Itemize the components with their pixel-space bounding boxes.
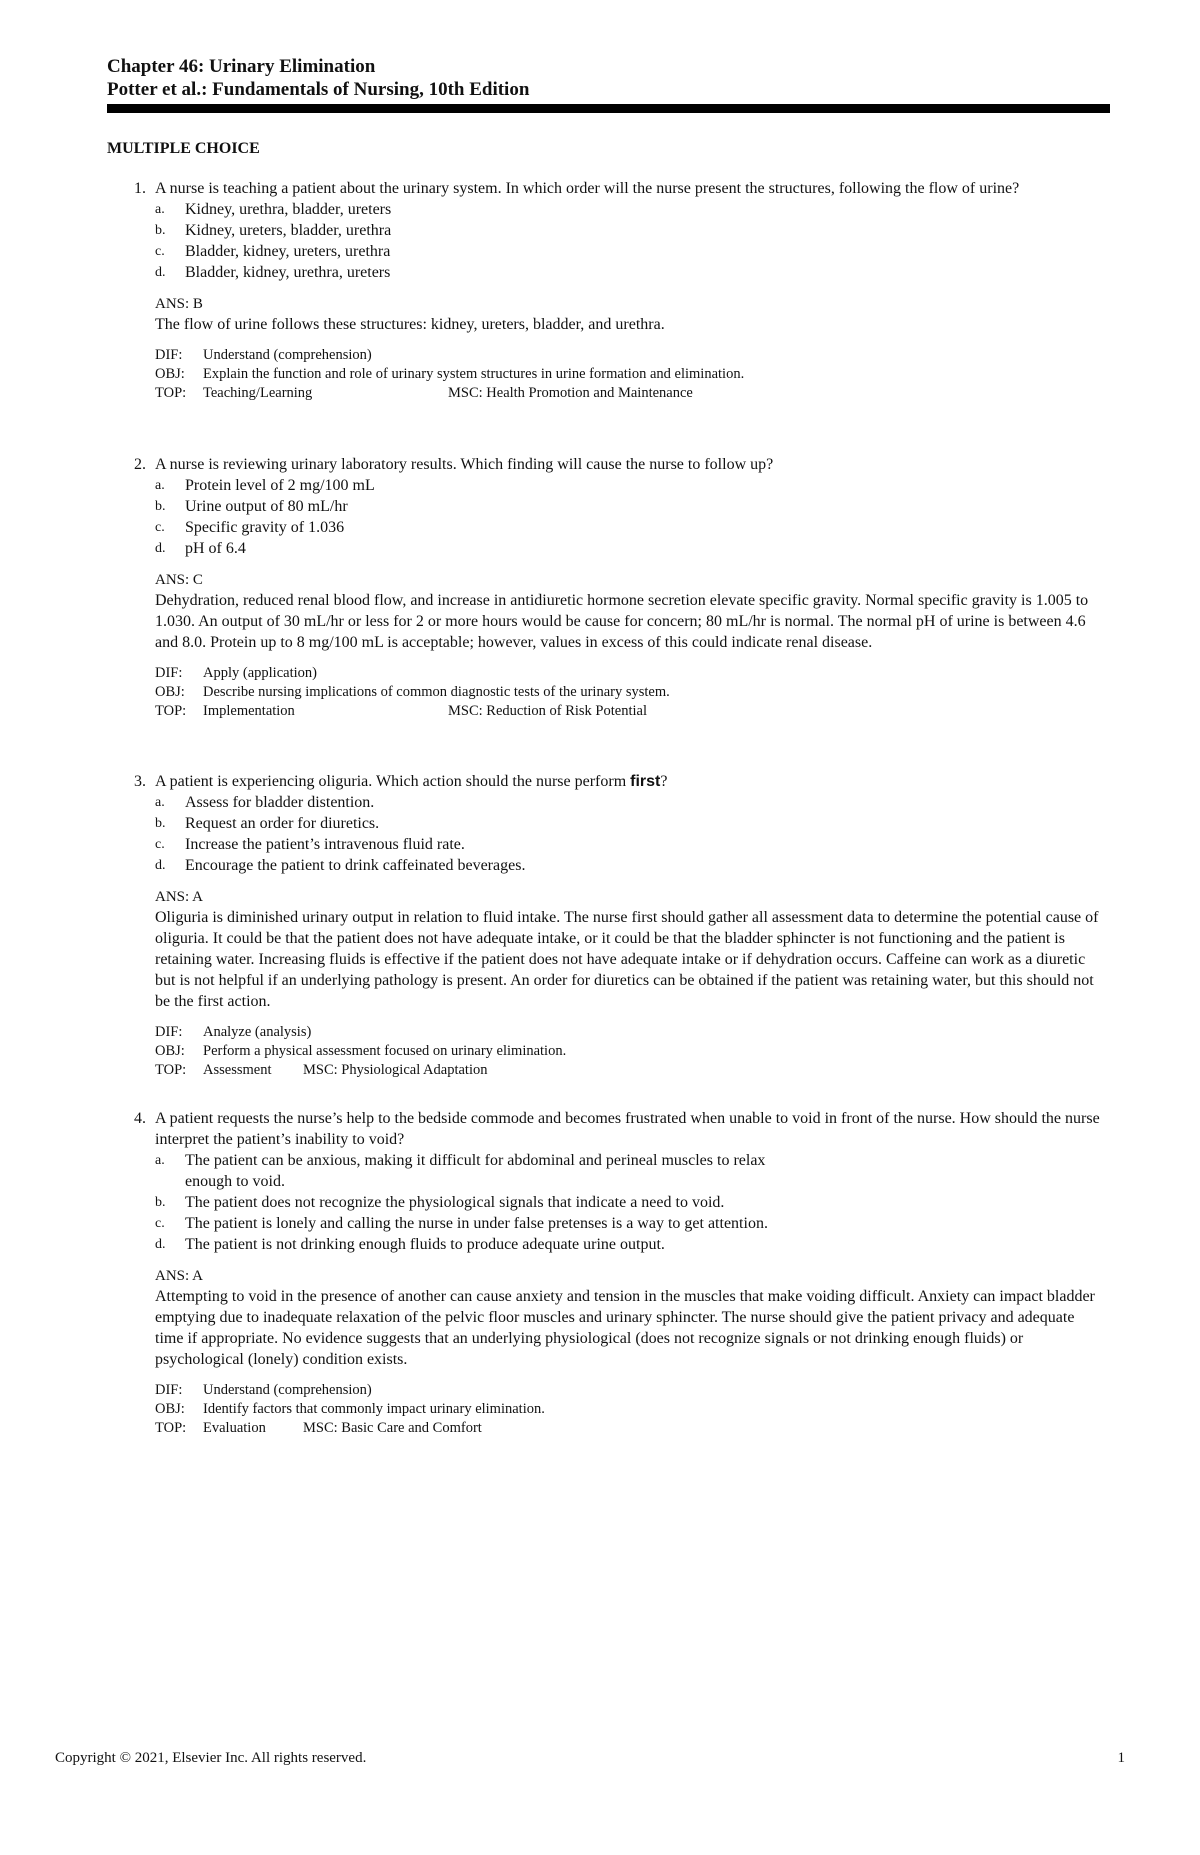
dif-key: DIF: (155, 347, 183, 363)
option-d (0, 855, 1200, 876)
rationale: Dehydration, reduced renal blood flow, and increase in antidiuretic hormone secretion elevate specific gravity. Normal specific gravity is 1.005 to 1.030. An output of 30 mL/hr or less for 2 or more hours would be cause for concern; 80 mL/hr is normal. The normal pH of urine is between 4.6 and 8.0. Protein up to 8 mg/100 mL is acceptable; however, values in excess of this could indicate renal disease. (155, 592, 1089, 651)
option-c (0, 241, 1200, 262)
answer-label: ANS: A (155, 889, 203, 905)
top-value: Evaluation (203, 1420, 266, 1436)
question-3 (0, 771, 1200, 1080)
option-text: Bladder, kidney, urethra, ureters (185, 264, 391, 281)
option-letter: c. (155, 837, 165, 852)
option-a (0, 1150, 1200, 1192)
dif-value: Apply (application) (203, 665, 317, 681)
option-letter: c. (155, 520, 165, 535)
option-letter: b. (155, 499, 166, 514)
option-text: Kidney, urethra, bladder, ureters (185, 201, 392, 218)
obj-key: OBJ: (155, 1401, 185, 1417)
options-list (0, 199, 1200, 283)
option-c (0, 1213, 1200, 1234)
question-text (155, 771, 1105, 792)
top-key: TOP: (155, 1062, 187, 1078)
question-text: A patient requests the nurse’s help to the bedside commode and becomes frustrated when unable to void in front of the nurse. How should the nurse interpret the patient’s inability to void? (155, 1110, 1100, 1148)
top-value: Implementation (203, 703, 295, 719)
rationale: Attempting to void in the presence of another can cause anxiety and tension in the muscles that make voiding difficult. Anxiety can impact bladder emptying due to inadequate relaxation of the pelvic floor muscles and urinary sphincter. The nurse should give the patient privacy and adequate time if appropriate. No evidence suggests that an underlying physiological (does not recognize signals or not drinking enough fluids) or psychological (lonely) condition exists. (155, 1288, 1095, 1368)
page-header (107, 55, 1110, 113)
option-text: The patient can be anxious, making it difficult for abdominal and perineal muscles to relax enough to void. (185, 1152, 766, 1190)
question-metadata (155, 1381, 1200, 1438)
msc-value: MSC: Physiological Adaptation (303, 1062, 488, 1078)
options-list (0, 475, 1200, 559)
option-letter: b. (155, 223, 166, 238)
option-letter: b. (155, 816, 166, 831)
obj-value: Identify factors that commonly impact urinary elimination. (203, 1401, 545, 1417)
dif-value: Understand (comprehension) (203, 1382, 372, 1398)
question-number: 1. (134, 180, 146, 197)
question-stem (0, 454, 1200, 475)
obj-value: Describe nursing implications of common diagnostic tests of the urinary system. (203, 684, 670, 700)
obj-key: OBJ: (155, 1043, 185, 1059)
options-list (0, 792, 1200, 876)
option-a (0, 475, 1200, 496)
question-number: 2. (134, 456, 146, 473)
stem-emphasis: first (630, 773, 661, 790)
msc-value: MSC: Health Promotion and Maintenance (448, 385, 693, 401)
option-text: Assess for bladder distention. (185, 794, 375, 811)
option-text: Request an order for diuretics. (185, 815, 380, 832)
option-letter: a. (155, 202, 165, 217)
option-text: Increase the patient’s intravenous fluid rate. (185, 836, 465, 853)
option-letter: d. (155, 541, 166, 556)
rationale: Oliguria is diminished urinary output in relation to fluid intake. The nurse first should gather all assessment data to determine the potential cause of oliguria. It could be that the patient does not have adequate intake, or it could be that the bladder sphincter is not functioning and the patient is retaining water. Increasing fluids is effective if the patient does not have adequate intake or if dehydration occurs. Caffeine can work as a diuretic but is not helpful if an underlying pathology is present. An order for diuretics can be obtained if the patient was retaining water, but this should not be the first action. (155, 909, 1099, 1010)
option-letter: b. (155, 1195, 166, 1210)
option-letter: c. (155, 1216, 165, 1231)
msc-value: MSC: Reduction of Risk Potential (448, 703, 647, 719)
dif-key: DIF: (155, 665, 183, 681)
option-letter: d. (155, 1237, 166, 1252)
option-a (0, 792, 1200, 813)
obj-key: OBJ: (155, 684, 185, 700)
obj-value: Explain the function and role of urinary system structures in urine formation and elimination. (203, 366, 745, 382)
option-text: Kidney, ureters, bladder, urethra (185, 222, 392, 239)
stem-text-before: A patient is experiencing oliguria. Which action should the nurse perform (155, 773, 631, 790)
option-d (0, 262, 1200, 283)
question-metadata (155, 346, 1200, 403)
dif-value: Understand (comprehension) (203, 347, 372, 363)
option-letter: d. (155, 265, 166, 280)
option-d (0, 1234, 1200, 1255)
question-text: A nurse is reviewing urinary laboratory results. Which finding will cause the nurse to follow up? (155, 456, 774, 473)
option-letter: a. (155, 795, 165, 810)
option-text: The patient is not drinking enough fluids to produce adequate urine output. (185, 1236, 665, 1253)
option-b (0, 496, 1200, 517)
dif-value: Analyze (analysis) (203, 1024, 312, 1040)
option-text: The patient does not recognize the physiological signals that indicate a need to void. (185, 1194, 725, 1211)
section-title: MULTIPLE CHOICE (107, 140, 260, 157)
stem-text-after: ? (660, 773, 668, 790)
question-metadata (155, 1023, 1200, 1080)
option-d (0, 538, 1200, 559)
option-letter: a. (155, 478, 165, 493)
book-title: Potter et al.: Fundamentals of Nursing, 10th Edition (107, 79, 530, 100)
dif-key: DIF: (155, 1024, 183, 1040)
question-stem (0, 771, 1200, 792)
answer-label: ANS: A (155, 1268, 203, 1284)
copyright-notice: Copyright © 2021, Elsevier Inc. All rights reserved. (55, 1750, 367, 1766)
chapter-title: Chapter 46: Urinary Elimination (107, 56, 376, 77)
top-key: TOP: (155, 1420, 187, 1436)
msc-value: MSC: Basic Care and Comfort (303, 1420, 482, 1436)
question-number: 4. (134, 1110, 146, 1127)
question-stem (0, 1108, 1200, 1150)
question-4 (0, 1108, 1200, 1438)
option-letter: c. (155, 244, 165, 259)
options-list (0, 1150, 1200, 1255)
option-text: pH of 6.4 (185, 540, 246, 557)
answer-label: ANS: C (155, 572, 203, 588)
answer-label: ANS: B (155, 296, 203, 312)
question-stem (0, 178, 1200, 199)
option-a (0, 199, 1200, 220)
option-c (0, 834, 1200, 855)
option-text: The patient is lonely and calling the nurse in under false pretenses is a way to get attention. (185, 1215, 768, 1232)
option-text: Bladder, kidney, ureters, urethra (185, 243, 391, 260)
rationale: The flow of urine follows these structures: kidney, ureters, bladder, and urethra. (155, 316, 665, 333)
top-value: Assessment (203, 1062, 272, 1078)
question-number: 3. (134, 773, 146, 790)
question-2 (0, 454, 1200, 721)
option-text: Encourage the patient to drink caffeinated beverages. (185, 857, 526, 874)
option-b (0, 813, 1200, 834)
header-rule (107, 104, 1110, 113)
option-b (0, 1192, 1200, 1213)
option-b (0, 220, 1200, 241)
option-letter: d. (155, 858, 166, 873)
question-metadata (155, 664, 1200, 721)
dif-key: DIF: (155, 1382, 183, 1398)
obj-value: Perform a physical assessment focused on urinary elimination. (203, 1043, 567, 1059)
question-text: A nurse is teaching a patient about the urinary system. In which order will the nurse present the structures, following the flow of urine? (155, 180, 1020, 197)
option-text: Protein level of 2 mg/100 mL (185, 477, 375, 494)
option-c (0, 517, 1200, 538)
question-1 (0, 178, 1200, 403)
option-text: Urine output of 80 mL/hr (185, 498, 348, 515)
option-text: Specific gravity of 1.036 (185, 519, 345, 536)
top-key: TOP: (155, 703, 187, 719)
obj-key: OBJ: (155, 366, 185, 382)
top-key: TOP: (155, 385, 187, 401)
option-letter: a. (155, 1153, 165, 1168)
page-number: 1 (1117, 1750, 1125, 1766)
top-value: Teaching/Learning (203, 385, 313, 401)
